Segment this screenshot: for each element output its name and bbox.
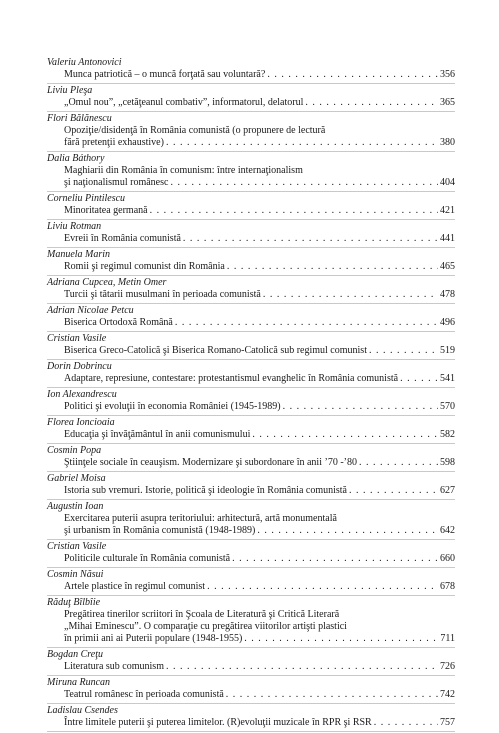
- toc-title-line: Evreii în România comunistă: [64, 233, 181, 244]
- toc-title: [47, 289, 455, 301]
- toc-page-number: 570: [440, 401, 455, 412]
- toc-title-line: Turcii şi tătarii musulmani în perioada comunistă: [64, 289, 261, 300]
- toc-author: Florea Ioncioaia: [47, 417, 115, 428]
- toc-author: Miruna Runcan: [47, 677, 111, 688]
- toc-page-number: 627: [440, 485, 455, 496]
- toc-title: [47, 513, 455, 537]
- toc-title-line: Munca patriotică – o muncă forţată sau voluntară?: [64, 69, 266, 80]
- toc-entry: [47, 568, 455, 596]
- dot-leader: [349, 485, 438, 497]
- dot-leader: [369, 345, 438, 357]
- toc-page-number: 582: [440, 429, 455, 440]
- toc-entry: [47, 360, 455, 388]
- dot-leader: [150, 205, 438, 217]
- toc-title-line: Educaţia şi învăţământul în anii comunismului: [64, 429, 251, 440]
- toc-page-number: 660: [440, 553, 455, 564]
- toc-title-line: Literatura sub comunism: [64, 661, 164, 672]
- toc-title: [47, 97, 455, 109]
- toc-title: [47, 609, 455, 645]
- toc-entry: [47, 248, 455, 276]
- toc-title: [47, 457, 455, 469]
- dot-leader: [267, 69, 438, 81]
- toc-author: Flori Bălănescu: [47, 113, 112, 124]
- toc-entry: [47, 472, 455, 500]
- toc-page-number: 465: [440, 261, 455, 272]
- toc-title-line: Teatrul românesc în perioada comunistă: [64, 689, 224, 700]
- toc-page-number: 441: [440, 233, 455, 244]
- toc-entry: [47, 152, 455, 192]
- toc-page-number: 598: [440, 457, 455, 468]
- toc-page-number: 711: [440, 633, 455, 644]
- toc-title: [47, 317, 455, 329]
- dot-leader: [257, 525, 438, 537]
- toc-title-line: „Mihai Eminescu”. O comparaţie cu pregătirea viitorilor artişti plastici: [64, 621, 347, 632]
- toc-author: Valeriu Antonovici: [47, 57, 122, 68]
- toc-author: Cosmin Năsui: [47, 569, 104, 580]
- toc-title: [47, 165, 455, 189]
- toc-author: Dorin Dobrincu: [47, 361, 112, 372]
- toc-title: [47, 717, 455, 729]
- toc-page-number: 726: [440, 661, 455, 672]
- toc-page-number: 541: [440, 373, 455, 384]
- toc-title-line: Biserica Ortodoxă Română: [64, 317, 173, 328]
- toc-title-line: Între limitele puterii şi puterea limitelor. (R)evoluţii muzicale în RPR şi RSR: [64, 717, 372, 728]
- toc-title-line: „Omul nou”, „cetăţeanul combativ”, informatorul, delatorul: [64, 97, 304, 108]
- toc-author: Adriana Cupcea, Metin Omer: [47, 277, 167, 288]
- toc-title-line: Romii şi regimul comunist din România: [64, 261, 225, 272]
- toc-title-line: Politicile culturale în România comunistă: [64, 553, 231, 564]
- toc-title-line: Maghiarii din România în comunism: între internaţionalism: [64, 165, 303, 176]
- toc-entry: [47, 388, 455, 416]
- toc-author: Bogdan Creţu: [47, 649, 104, 660]
- dot-leader: [305, 97, 438, 109]
- toc-author: Liviu Pleşa: [47, 85, 93, 96]
- toc-title-line: în primii ani ai Puterii populare (1948-1955): [64, 633, 243, 644]
- toc-page-number: 496: [440, 317, 455, 328]
- toc-author: Liviu Rotman: [47, 221, 102, 232]
- toc-title-line: Politici şi evoluţii în economia României (1945-1989): [64, 401, 281, 412]
- toc-author: Corneliu Pintilescu: [47, 193, 126, 204]
- toc-author: Răduţ Bîlbîie: [47, 597, 101, 608]
- dot-leader: [166, 661, 438, 673]
- toc-entry: [47, 304, 455, 332]
- toc-title: [47, 485, 455, 497]
- dot-leader: [252, 429, 438, 441]
- toc-title: [47, 689, 455, 701]
- dot-leader: [283, 401, 438, 413]
- toc-title-line: Exercitarea puterii asupra teritoriului: arhitectură, artă monumentală: [64, 513, 337, 524]
- toc-entry: [47, 112, 455, 152]
- dot-leader: [232, 553, 438, 565]
- toc-title: [47, 345, 455, 357]
- toc-entry: [47, 704, 455, 732]
- toc-author: Augustin Ioan: [47, 501, 104, 512]
- toc-title: [47, 373, 455, 385]
- toc-entry: [47, 276, 455, 304]
- toc-title-line: Pregătirea tinerilor scriitori în Şcoala de Literatură şi Critică Literară: [64, 609, 340, 620]
- dot-leader: [227, 261, 438, 273]
- toc-author: Cristian Vasile: [47, 333, 107, 344]
- toc-title: [47, 69, 455, 81]
- toc-page-number: 478: [440, 289, 455, 300]
- toc-author: Cristian Vasile: [47, 541, 107, 552]
- toc-page-number: 678: [440, 581, 455, 592]
- toc-title: [47, 553, 455, 565]
- toc-title: [47, 261, 455, 273]
- toc-title-line: Opoziţie/disidenţă în România comunistă (o propunere de lectură: [64, 125, 326, 136]
- toc-title-line: fără pretenţii exhaustive): [64, 137, 164, 148]
- toc-page-number: 356: [440, 69, 455, 80]
- dot-leader: [207, 581, 438, 593]
- toc-title-line: şi urbanism în România comunistă (1948-1989): [64, 525, 256, 536]
- table-of-contents: [47, 56, 455, 732]
- toc-page-number: 404: [440, 177, 455, 188]
- toc-entry: [47, 192, 455, 220]
- toc-title: [47, 661, 455, 673]
- toc-entry: [47, 648, 455, 676]
- toc-author: Ion Alexandrescu: [47, 389, 117, 400]
- toc-title: [47, 401, 455, 413]
- dot-leader: [170, 177, 438, 189]
- toc-title: [47, 205, 455, 217]
- toc-entry: [47, 444, 455, 472]
- toc-title-line: Minoritatea germană: [64, 205, 148, 216]
- toc-title-line: Biserica Greco-Catolică şi Biserica Romano-Catolică sub regimul comunist: [64, 345, 367, 356]
- toc-entry: [47, 56, 455, 84]
- toc-page-number: 742: [440, 689, 455, 700]
- dot-leader: [374, 717, 438, 729]
- toc-entry: [47, 416, 455, 444]
- toc-entry: [47, 676, 455, 704]
- dot-leader: [400, 373, 438, 385]
- toc-page-number: 642: [440, 525, 455, 536]
- toc-title: [47, 125, 455, 149]
- toc-title-line: Adaptare, represiune, contestare: protestantismul evanghelic în România comunistă: [64, 373, 399, 384]
- dot-leader: [183, 233, 438, 245]
- toc-author: Dalia Báthory: [47, 153, 105, 164]
- dot-leader: [226, 689, 438, 701]
- toc-entry: [47, 540, 455, 568]
- toc-title-line: şi naţionalismul românesc: [64, 177, 169, 188]
- toc-title-line: Artele plastice în regimul comunist: [64, 581, 206, 592]
- toc-title: [47, 233, 455, 245]
- toc-page-number: 519: [440, 345, 455, 356]
- toc-title-line: Istoria sub vremuri. Istorie, politică şi ideologie în România comunistă: [64, 485, 347, 496]
- toc-author: Ladislau Csendes: [47, 705, 118, 716]
- toc-title-line: Ştiinţele sociale în ceauşism. Modernizare şi subordonare în anii ’70 -’80: [64, 457, 357, 468]
- toc-entry: [47, 596, 455, 648]
- toc-author: Cosmin Popa: [47, 445, 102, 456]
- toc-page-number: 757: [440, 717, 455, 728]
- toc-author: Manuela Marin: [47, 249, 111, 260]
- dot-leader: [244, 633, 438, 645]
- toc-title: [47, 429, 455, 441]
- toc-page-number: 380: [440, 137, 455, 148]
- dot-leader: [263, 289, 438, 301]
- toc-entry: [47, 500, 455, 540]
- dot-leader: [359, 457, 438, 469]
- toc-page-number: 421: [440, 205, 455, 216]
- toc-author: Gabriel Moisa: [47, 473, 106, 484]
- dot-leader: [175, 317, 438, 329]
- toc-entry: [47, 332, 455, 360]
- dot-leader: [166, 137, 438, 149]
- toc-author: Adrian Nicolae Petcu: [47, 305, 134, 316]
- toc-entry: [47, 84, 455, 112]
- toc-title: [47, 581, 455, 593]
- toc-entry: [47, 220, 455, 248]
- toc-page-number: 365: [440, 97, 455, 108]
